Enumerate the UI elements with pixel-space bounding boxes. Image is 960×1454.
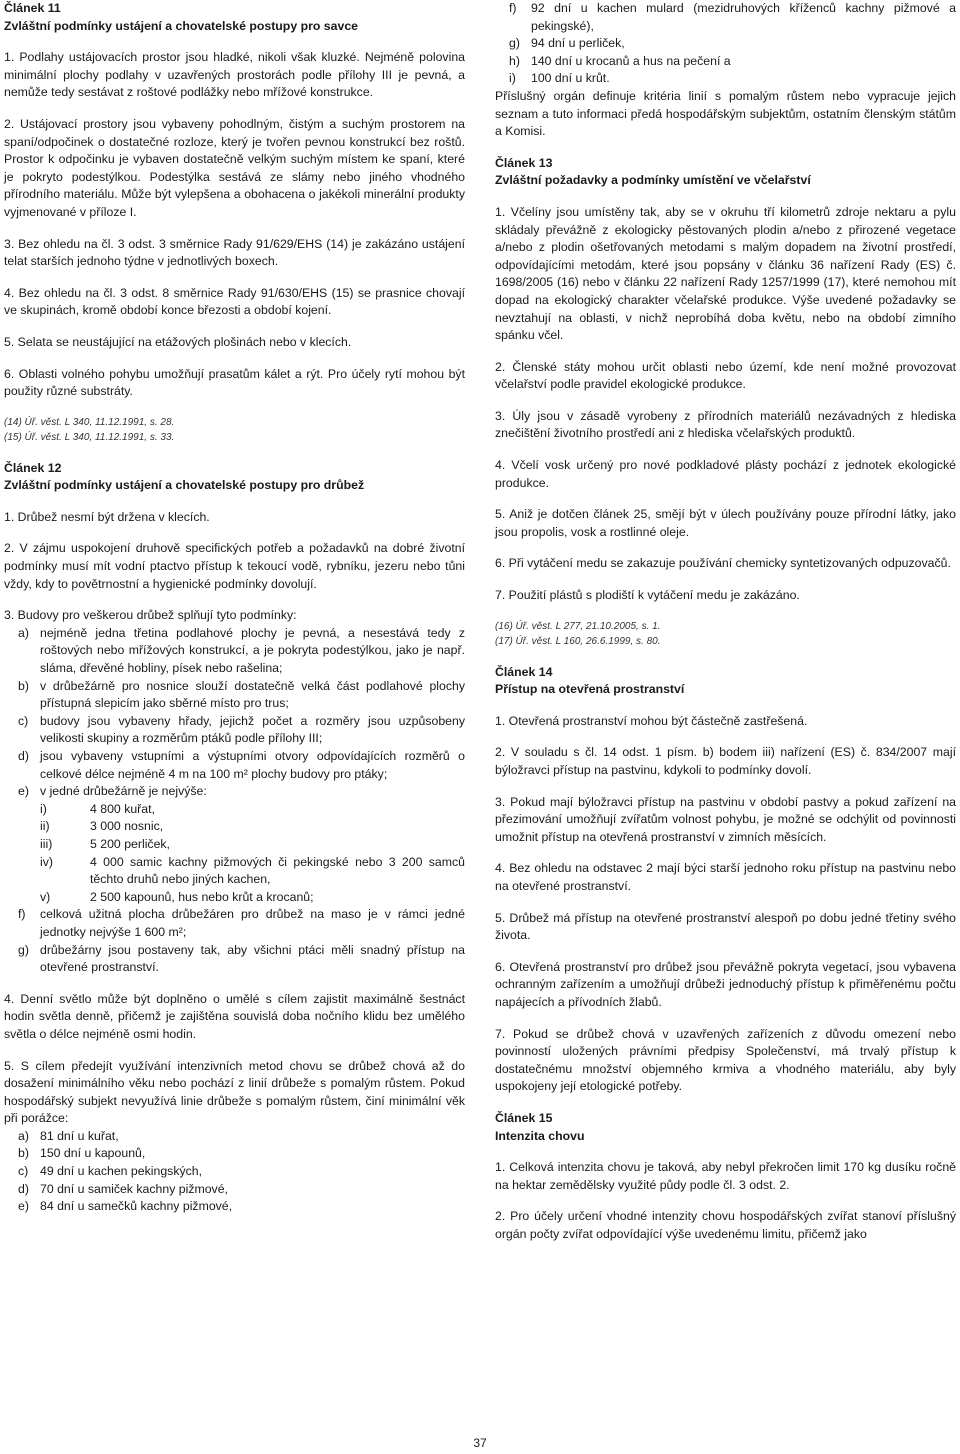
article-14-title: Přístup na otevřená prostranství bbox=[495, 682, 685, 697]
footnote: (17) Úř. věst. L 160, 26.6.1999, s. 80. bbox=[495, 636, 661, 648]
list-item-text: drůbežárny jsou postaveny tak, aby všichni ptáci měli snadný přístup na otevřené prostranství. bbox=[40, 942, 465, 975]
list-item bbox=[495, 70, 956, 88]
list-marker: d) bbox=[18, 749, 29, 763]
article-12-heading: Článek 12 bbox=[4, 460, 62, 475]
paragraph: 7. Použití plástů s plodiští k vytáčení medu je zakázáno. bbox=[495, 588, 800, 603]
list-item bbox=[4, 801, 465, 819]
list-marker: iv) bbox=[40, 854, 53, 869]
footnote: (15) Úř. věst. L 340, 11.12.1991, s. 33. bbox=[4, 432, 175, 444]
list-item-text: 81 dní u kuřat, bbox=[40, 1128, 119, 1143]
right-column bbox=[495, 0, 956, 1243]
article-15-title: Intenzita chovu bbox=[495, 1128, 585, 1143]
list-marker: c) bbox=[18, 713, 29, 728]
list-item-text: celková užitná plocha drůbežáren pro drůbež na maso je v rámci jedné jednotky nejvýše 1 600 m²; bbox=[40, 907, 465, 939]
page-number: 37 bbox=[473, 1436, 487, 1450]
list-marker: d) bbox=[18, 1181, 29, 1196]
list-item bbox=[4, 889, 465, 907]
list-marker: i) bbox=[40, 801, 47, 816]
paragraph: 1. Včelíny jsou umístěny tak, aby se v okruhu tří kilometrů zdroje nektaru a pylu skládaly převážně z ekologicky pěstovaných plodin a/nebo z přirozené vegetace a/nebo z plodin ošetřovaných metodami s malým dopadem na životní prostředí, odpovídajícími metodám, které jsou popsány v článku 36 nařízení Rady (ES) č. 1698/2005 (16) nebo v článku 22 nařízení Rady 1257/1999 (17), které nemohou mít dopad na ekologický charakter včelařské produkce. Výše uvedené požadavky se nevztahují na oblasti, v nichž neprobíhá doba květu, nebo na období zimního spánku včel. bbox=[495, 204, 956, 343]
article-13-title: Zvláštní požadavky a podmínky umístění ve včelařství bbox=[495, 173, 811, 188]
list-item-text: 94 dní u perliček, bbox=[531, 36, 625, 51]
list-item-text: budovy jsou vybaveny hřady, jejichž počet a rozměry jsou uzpůsobeny velikosti skupiny a rozměrům ptáků podle přílohy III; bbox=[40, 713, 465, 746]
capacity-sublist bbox=[4, 801, 465, 907]
list-item bbox=[4, 713, 465, 748]
paragraph: 1. Podlahy ustájovacích prostor jsou hladké, nikoli však kluzké. Nejméně polovina minimální plochy podlahy v uzavřených prostorách podle přílohy III je pevná, a nemůže tedy sestávat z roštové podlážky nebo mřížové konstrukce. bbox=[4, 50, 465, 100]
paragraph: 2. V zájmu uspokojení druhově specifických potřeb a požadavků na dobré životní podmínky musí mít vodní ptactvo přístup k tekoucí vodě, rybníku, jezeru nebo tůni vždy, kdy to povětrnostní a hygienické podmínky dovolují. bbox=[4, 541, 465, 591]
paragraph: 4. Včelí vosk určený pro nové podkladové plásty pochází z jednotek ekologické produkce. bbox=[495, 458, 956, 490]
list-item bbox=[4, 1145, 465, 1163]
paragraph: 4. Bez ohledu na čl. 3 odst. 8 směrnice Rady 91/630/EHS (15) se prasnice chovají ve skupinách, kromě období konce březosti a období kojení. bbox=[4, 285, 465, 318]
list-marker: b) bbox=[18, 1146, 29, 1161]
paragraph: 1. Celková intenzita chovu je taková, aby nebyl překročen limit 170 kg dusíku ročně na hektar zemědělsky využité půdy podle čl. 3 odst. 2. bbox=[495, 1160, 956, 1192]
conditions-list-continued bbox=[4, 906, 465, 976]
list-item bbox=[495, 53, 956, 71]
paragraph: 3. Úly jsou v zásadě vyrobeny z přírodních materiálů nezávadných z hlediska znečištění životního prostředí ani z hlediska včelařských produktů. bbox=[495, 408, 956, 441]
list-marker: b) bbox=[18, 678, 29, 693]
list-item bbox=[4, 678, 465, 713]
paragraph: 5. S cílem předejít využívání intenzivních metod chovu se drůbež chová až do dosažení minimálního věku nebo pochází z linií drůbeže s pomalým růstem. Pokud hospodářský subjekt nevyužívá linie drůbeže s pomalým růstem, činí minimální věk při porážce: bbox=[4, 1058, 465, 1126]
list-marker: a) bbox=[18, 1128, 29, 1143]
list-item bbox=[4, 906, 465, 941]
list-item bbox=[4, 854, 465, 889]
list-item-text: 70 dní u samiček kachny pižmové, bbox=[40, 1181, 228, 1196]
list-item-text: nejméně jedna třetina podlahové plochy je pevná, a nesestává tedy z roštových nebo mřížových konstrukcí, a je pokryta podestýlkou, jako je např. sláma, dřevěné hobliny, písek nebo rašelina; bbox=[40, 625, 465, 676]
list-marker: f) bbox=[18, 907, 26, 922]
list-marker: a) bbox=[18, 625, 29, 640]
paragraph: 5. Aniž je dotčen článek 25, smějí být v úlech používány pouze přírodní látky, jako jsou propolis, vosk a rostlinné oleje. bbox=[495, 507, 956, 539]
list-item-text: 4 800 kuřat, bbox=[90, 801, 155, 816]
list-item bbox=[4, 1128, 465, 1146]
paragraph: 2. Členské státy mohou určit oblasti nebo území, kde není možné provozovat včelařství podle pravidel ekologické produkce. bbox=[495, 359, 956, 392]
list-item-text: 49 dní u kachen pekingských, bbox=[40, 1164, 203, 1179]
conditions-list bbox=[4, 625, 465, 801]
list-item-text: 140 dní u krocanů a hus na pečení a bbox=[531, 53, 731, 68]
list-marker: e) bbox=[18, 1199, 29, 1214]
list-item-text: 5 200 perliček, bbox=[90, 836, 170, 851]
list-item-text: v drůbežárně pro nosnice slouží dostatečně velká část podlahové plochy přístupná slepicím jako sběrné místo pro trus; bbox=[40, 678, 465, 711]
footnote: (14) Úř. věst. L 340, 11.12.1991, s. 28. bbox=[4, 416, 175, 428]
list-item-text: 4 000 samic kachny pižmových či pekingské nebo 3 200 samců těchto druhů nebo jiných kachen, bbox=[90, 854, 465, 887]
slaughter-age-list bbox=[4, 1128, 465, 1216]
paragraph: 3. Bez ohledu na čl. 3 odst. 3 směrnice Rady 91/629/EHS (14) je zakázáno ustájení telat starších jednoho týdne v jednotlivých boxech. bbox=[4, 236, 465, 269]
paragraph: 1. Drůbež nesmí být držena v klecích. bbox=[4, 509, 210, 524]
list-marker: g) bbox=[18, 942, 29, 957]
list-item-text: 100 dní u krůt. bbox=[531, 71, 610, 86]
list-item-text: 2 500 kapounů, hus nebo krůt a krocanů; bbox=[90, 889, 314, 904]
list-item-text: 150 dní u kapounů, bbox=[40, 1146, 146, 1161]
list-marker: i) bbox=[509, 71, 516, 86]
list-item bbox=[4, 783, 465, 801]
list-item-text: 3 000 nosnic, bbox=[90, 819, 164, 834]
list-marker: iii) bbox=[40, 836, 53, 851]
list-item bbox=[4, 818, 465, 836]
list-item bbox=[495, 35, 956, 53]
list-marker: g) bbox=[509, 36, 520, 51]
paragraph: 4. Bez ohledu na odstavec 2 mají býci starší jednoho roku přístup na pastvinu nebo na otevřené prostranství. bbox=[495, 861, 956, 893]
slaughter-age-list-continued bbox=[495, 0, 956, 88]
list-item bbox=[4, 625, 465, 678]
paragraph: 6. Při vytáčení medu se zakazuje používání chemicky syntetizovaných odpuzovačů. bbox=[495, 556, 951, 571]
paragraph: 5. Selata se neustájující na etážových plošinách nebo v klecích. bbox=[4, 334, 352, 349]
list-item-text: v jedné drůbežárně je nejvýše: bbox=[40, 784, 207, 799]
list-item bbox=[4, 1198, 465, 1216]
list-marker: h) bbox=[509, 53, 520, 68]
paragraph: Příslušný orgán definuje kritéria linií s pomalým růstem nebo vypracuje jejich seznam a tuto informaci předá hospodářským subjektům, ostatním členským státům a Komisi. bbox=[495, 88, 956, 139]
article-12-title: Zvláštní podmínky ustájení a chovatelské postupy pro drůbež bbox=[4, 478, 365, 493]
paragraph: 1. Otevřená prostranství mohou být částečně zastřešená. bbox=[495, 713, 808, 728]
paragraph: 2. Pro účely určení vhodné intenzity chovu hospodářských zvířat stanoví příslušný orgán počty zvířat odpovídající výše uvedenému limitu, přičemž jako bbox=[495, 1209, 956, 1241]
footnote: (16) Úř. věst. L 277, 21.10.2005, s. 1. bbox=[495, 620, 661, 632]
list-item-text: 84 dní u samečků kachny pižmové, bbox=[40, 1199, 233, 1214]
paragraph: 4. Denní světlo může být doplněno o umělé s cílem zajistit maximálně šestnáct hodin světla denně, přičemž je zajištěna souvislá doba nočního klidu bez umělého světla o délce nejméně osmi hodin. bbox=[4, 991, 465, 1041]
list-marker: f) bbox=[509, 1, 517, 15]
list-item bbox=[4, 1181, 465, 1199]
paragraph: 2. V souladu s čl. 14 odst. 1 písm. b) bodem iii) nařízení (ES) č. 834/2007 mají býložravci přístup na pastvinu, kdykoli to podmínky dovolí. bbox=[495, 745, 956, 777]
paragraph: 6. Oblasti volného pohybu umožňují prasatům kálet a rýt. Pro účely rytí mohou být použity různé substráty. bbox=[4, 366, 465, 399]
article-14-heading: Článek 14 bbox=[495, 664, 553, 679]
paragraph: 6. Otevřená prostranství pro drůbež jsou převážně pokryta vegetací, jsou vybavena ochranným zařízením a umožňují drůbeži jednoduchý přístup k přiměřenému počtu napájecích a přívodních žlabů. bbox=[495, 959, 956, 1009]
list-item bbox=[495, 0, 956, 35]
list-item bbox=[4, 836, 465, 854]
paragraph: 2. Ustájovací prostory jsou vybaveny pohodlným, čistým a suchým prostorem na spaní/odpočinek o dostatečné rozloze, který je tvořen pevnou konstrukcí bez roštů. Prostor k odpočinku je vybaven dostatečně velkým suchým místem ke spaní, které je pokryto podestýlkou. Podestýlka sestává ze slámy nebo jiného vhodného přírodního materiálu. Může být vylepšena a obohacena o jakékoli minerální produkty vyjmenované v příloze I. bbox=[4, 116, 465, 219]
list-marker: ii) bbox=[40, 819, 50, 834]
article-15-heading: Článek 15 bbox=[495, 1110, 553, 1125]
article-11-title: Zvláštní podmínky ustájení a chovatelské postupy pro savce bbox=[4, 18, 358, 33]
paragraph: 7. Pokud se drůbež chová v uzavřených zařízeních z důvodu omezení nebo povinností uložených právními předpisy Společenství, má trvalý přístup k dostatečnému množství objemného krmiva a vhodného materiálu, aby byly uspokojeny její etologické potřeby. bbox=[495, 1026, 956, 1094]
list-item bbox=[4, 748, 465, 783]
list-item bbox=[4, 1163, 465, 1181]
paragraph: 3. Pokud mají býložravci přístup na pastvinu v období pastvy a pokud zařízení na přezimování umožňují zvířatům volnost pohybu, je možné se odchýlit od povinnosti umožnit přístup na otevřená prostranství v zimních měsících. bbox=[495, 794, 956, 844]
article-13-heading: Článek 13 bbox=[495, 155, 553, 170]
list-item-text: 92 dní u kachen mulard (mezidruhových kříženců kachny pižmové a pekingské), bbox=[531, 1, 956, 33]
list-marker: e) bbox=[18, 784, 29, 799]
list-item bbox=[4, 942, 465, 977]
list-marker: v) bbox=[40, 889, 51, 904]
list-item-text: jsou vybaveny vstupními a výstupními otvory odpovídajících rozměrů o celkové délce nejméně 4 m na 100 m² plochy budovy pro ptáky; bbox=[40, 749, 465, 781]
left-column bbox=[4, 0, 465, 1216]
article-11-heading: Článek 11 bbox=[4, 1, 61, 15]
paragraph: 3. Budovy pro veškerou drůbež splňují tyto podmínky: bbox=[4, 608, 297, 623]
paragraph: 5. Drůbež má přístup na otevřené prostranství alespoň po dobu jedné třetiny svého života. bbox=[495, 910, 956, 943]
list-marker: c) bbox=[18, 1164, 29, 1179]
